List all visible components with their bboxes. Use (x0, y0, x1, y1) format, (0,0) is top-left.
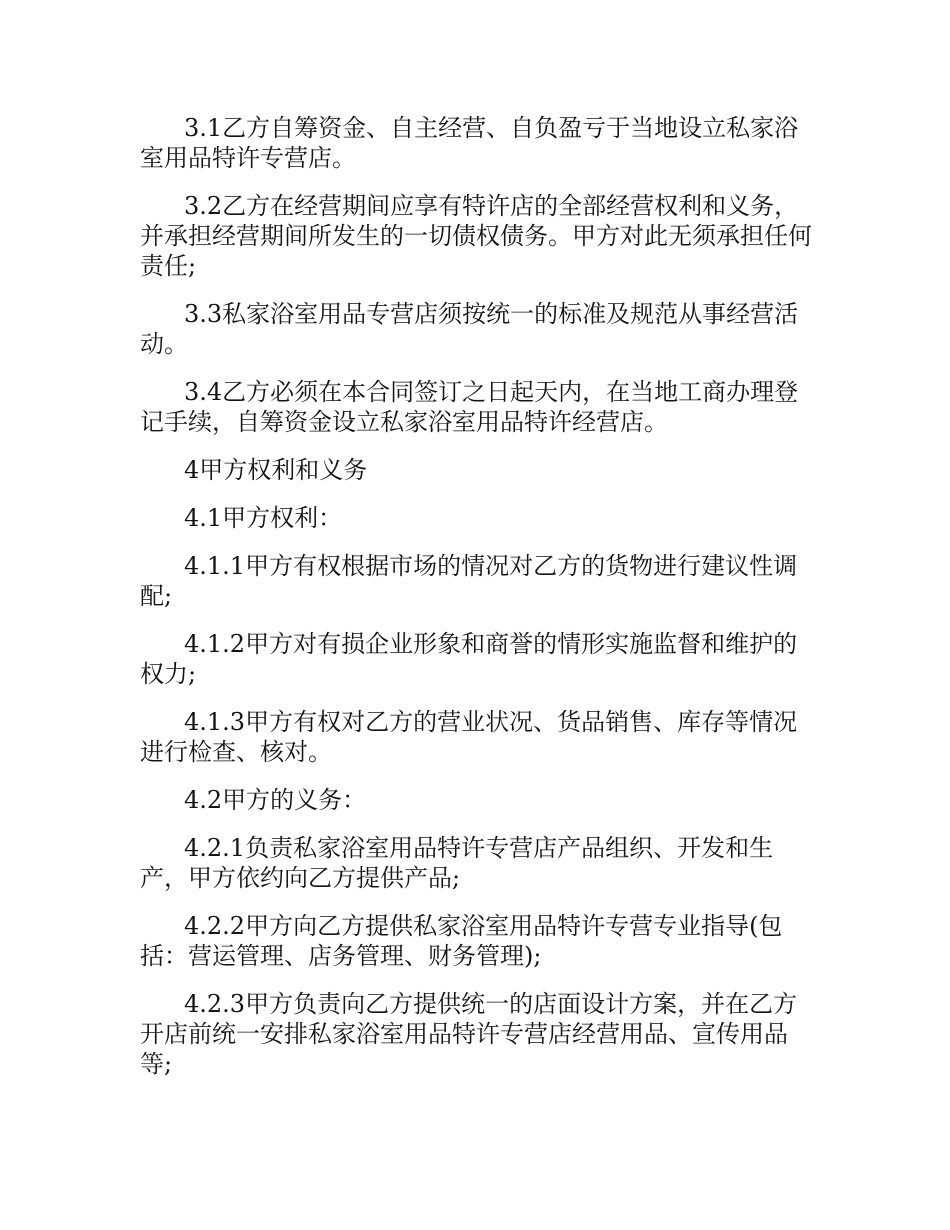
paragraph-4-1-2: 4.1.2甲方对有损企业形象和商誉的情形实施监督和维护的权力; (140, 630, 798, 688)
paragraph-3-2: 3.2乙方在经营期间应享有特许店的全部经营权利和义务，并承担经营期间所发生的一切债权债务。甲方对此无须承担任何责任; (140, 192, 812, 280)
document-page (140, 113, 812, 1097)
paragraph-4-1-3: 4.1.3甲方有权对乙方的营业状况、货品销售、库存等情况进行检查、核对。 (140, 708, 798, 766)
paragraph-4-2-1: 4.2.1负责私家浴室用品特许专营店产品组织、开发和生产，甲方依约向乙方提供产品; (140, 834, 774, 892)
paragraph-3-4: 3.4乙方必须在本合同签订之日起天内，在当地工商办理登记手续，自筹资金设立私家浴室用品特许经营店。 (140, 378, 799, 436)
paragraph-3-3: 3.3私家浴室用品专营店须按统一的标准及规范从事经营活动。 (140, 300, 799, 358)
paragraph-4-2-2: 4.2.2甲方向乙方提供私家浴室用品特许专营专业指导(包括：营运管理、店务管理、财务管理); (140, 912, 783, 970)
paragraph-4-2-3: 4.2.3甲方负责向乙方提供统一的店面设计方案，并在乙方开店前统一安排私家浴室用品特许专营店经营用品、宣传用品等; (140, 990, 798, 1078)
subsection-heading-4-2: 4.2甲方的义务： (184, 786, 367, 814)
paragraph-3-1: 3.1乙方自筹资金、自主经营、自负盈亏于当地设立私家浴室用品特许专营店。 (140, 114, 799, 172)
paragraph-4-1-1: 4.1.1甲方有权根据市场的情况对乙方的货物进行建议性调配; (140, 552, 798, 610)
section-heading-4: 4甲方权利和义务 (184, 456, 368, 484)
subsection-heading-4-1: 4.1甲方权利： (184, 504, 343, 532)
